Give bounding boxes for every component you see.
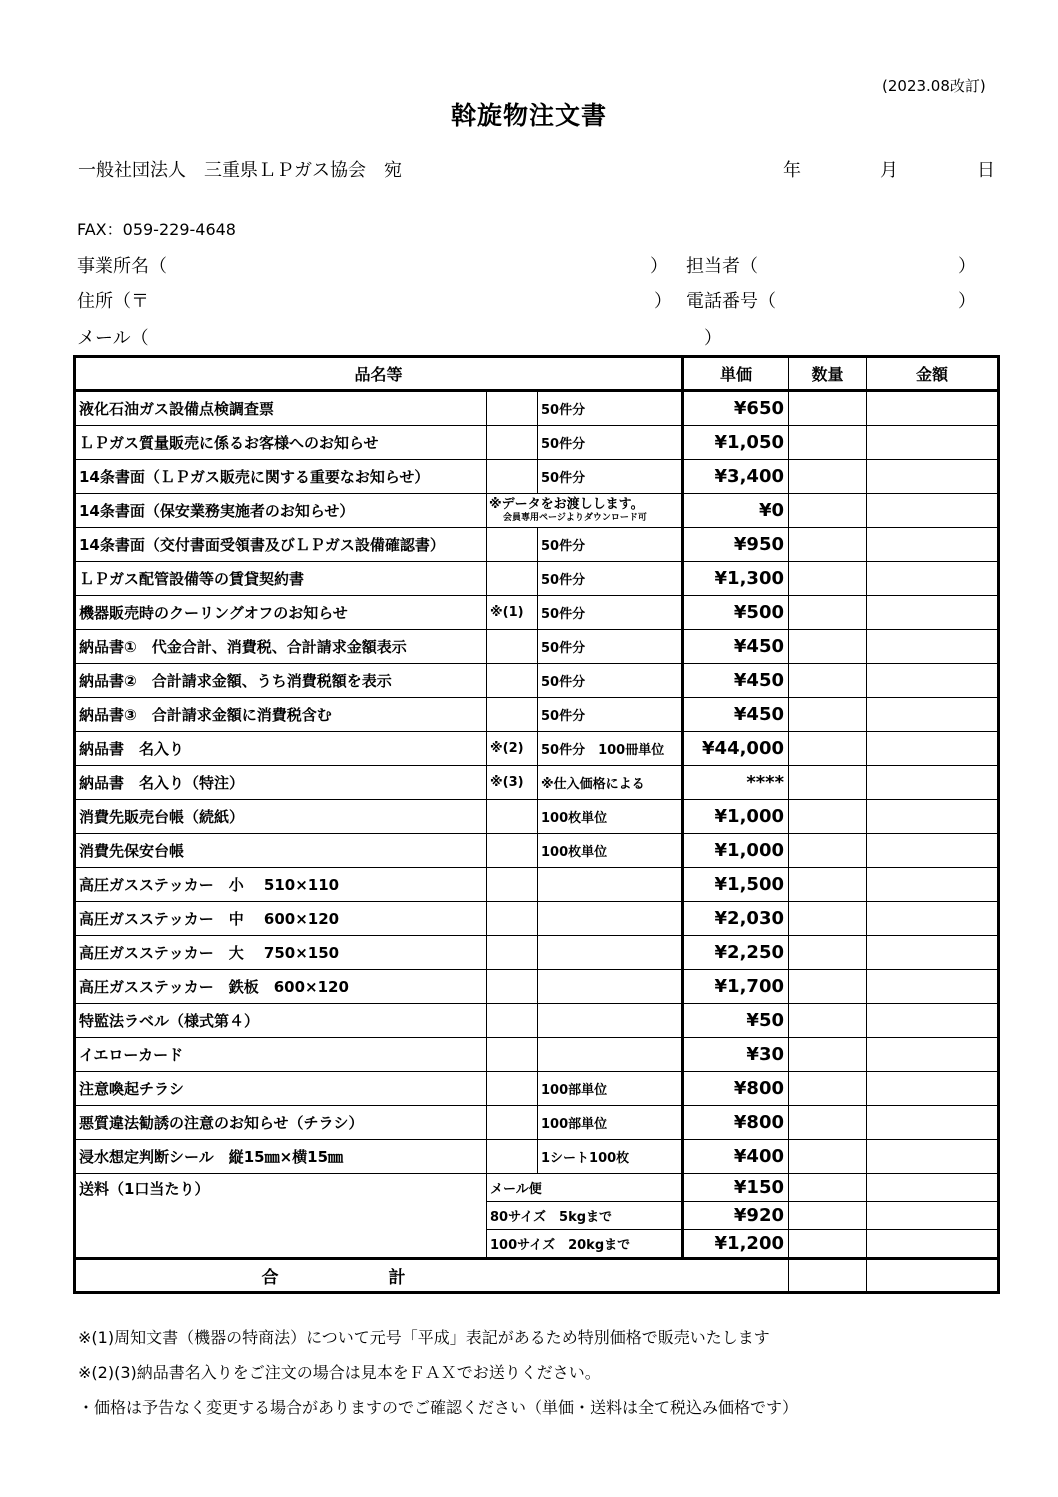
qty-cell[interactable] bbox=[789, 834, 867, 868]
qty-cell[interactable] bbox=[789, 732, 867, 766]
amount-cell[interactable] bbox=[867, 391, 999, 426]
table-row bbox=[75, 1038, 999, 1072]
person-close: ） bbox=[958, 256, 976, 277]
item-price: ¥800 bbox=[683, 1106, 789, 1140]
item-price: ¥44,000 bbox=[683, 732, 789, 766]
item-note bbox=[487, 460, 538, 494]
qty-cell[interactable] bbox=[789, 494, 867, 528]
col-price-header: 単価 bbox=[683, 357, 789, 391]
shipping-method: 100サイズ 20kgまで bbox=[487, 1230, 683, 1259]
item-note bbox=[487, 698, 538, 732]
item-name: 消費先保安台帳 bbox=[75, 834, 487, 868]
qty-cell[interactable] bbox=[789, 664, 867, 698]
amount-cell[interactable] bbox=[867, 936, 999, 970]
item-price: ¥2,030 bbox=[683, 902, 789, 936]
item-note bbox=[487, 664, 538, 698]
total-qty-cell[interactable] bbox=[789, 1259, 867, 1293]
amount-cell[interactable] bbox=[867, 1106, 999, 1140]
shipping-method: 80サイズ 5kgまで bbox=[487, 1202, 683, 1230]
item-unit bbox=[538, 936, 683, 970]
table-row bbox=[75, 1106, 999, 1140]
item-name: 納品書 名入り bbox=[75, 732, 487, 766]
table-row bbox=[75, 936, 999, 970]
item-name: ＬＰガス配管設備等の賃貸契約書 bbox=[75, 562, 487, 596]
item-price: ¥1,000 bbox=[683, 834, 789, 868]
item-note bbox=[487, 834, 538, 868]
item-name: 14条書面（保安業務実施者のお知らせ） bbox=[75, 494, 487, 528]
item-name: 浸水想定判断シール 縦15㎜×横15㎜ bbox=[75, 1140, 487, 1174]
item-unit: 1シート100枚 bbox=[538, 1140, 683, 1174]
item-unit bbox=[538, 868, 683, 902]
total-row bbox=[75, 1259, 999, 1293]
item-name: 高圧ガスステッカー 小 510×110 bbox=[75, 868, 487, 902]
item-price: ¥450 bbox=[683, 664, 789, 698]
table-row bbox=[75, 834, 999, 868]
qty-cell[interactable] bbox=[789, 1140, 867, 1174]
amount-cell[interactable] bbox=[867, 460, 999, 494]
item-name: 納品書① 代金合計、消費税、合計請求金額表示 bbox=[75, 630, 487, 664]
amount-cell[interactable] bbox=[867, 528, 999, 562]
item-name: ＬＰガス質量販売に係るお客様へのお知らせ bbox=[75, 426, 487, 460]
item-name: イエローカード bbox=[75, 1038, 487, 1072]
item-note bbox=[487, 630, 538, 664]
address-label: 住所（〒 bbox=[77, 291, 149, 312]
item-note bbox=[487, 528, 538, 562]
shipping-method: メール便 bbox=[487, 1174, 683, 1202]
item-note bbox=[487, 1038, 538, 1072]
amount-cell[interactable] bbox=[867, 902, 999, 936]
footer-note-2: ※(2)(3)納品書名入りをご注文の場合は見本をＦＡＸでお送りください。 bbox=[78, 1363, 601, 1382]
item-unit: 100枚単位 bbox=[538, 834, 683, 868]
table-row bbox=[75, 562, 999, 596]
item-note bbox=[487, 970, 538, 1004]
item-price: ¥1,000 bbox=[683, 800, 789, 834]
addressee: 一般社団法人 三重県ＬＰガス協会 宛 bbox=[78, 160, 402, 181]
amount-cell[interactable] bbox=[867, 1174, 999, 1202]
amount-cell[interactable] bbox=[867, 1140, 999, 1174]
qty-cell[interactable] bbox=[789, 800, 867, 834]
office-name-label: 事業所名（ bbox=[77, 256, 167, 277]
amount-cell[interactable] bbox=[867, 596, 999, 630]
table-header-row bbox=[75, 357, 999, 391]
amount-cell[interactable] bbox=[867, 630, 999, 664]
data-download-note bbox=[487, 494, 683, 528]
item-name: 高圧ガスステッカー 鉄板 600×120 bbox=[75, 970, 487, 1004]
item-note bbox=[487, 1004, 538, 1038]
item-unit bbox=[538, 902, 683, 936]
item-note bbox=[487, 868, 538, 902]
qty-cell[interactable] bbox=[789, 698, 867, 732]
item-note bbox=[487, 1072, 538, 1106]
item-note bbox=[487, 391, 538, 426]
amount-cell[interactable] bbox=[867, 766, 999, 800]
table-row bbox=[75, 766, 999, 800]
person-label: 担当者（ bbox=[686, 256, 758, 277]
item-name: 機器販売時のクーリングオフのお知らせ bbox=[75, 596, 487, 630]
item-name: 注意喚起チラシ bbox=[75, 1072, 487, 1106]
table-row bbox=[75, 902, 999, 936]
item-note bbox=[487, 902, 538, 936]
col-item-header: 品名等 bbox=[75, 357, 683, 391]
amount-cell[interactable] bbox=[867, 868, 999, 902]
item-price: ¥2,250 bbox=[683, 936, 789, 970]
item-unit: 50件分 bbox=[538, 528, 683, 562]
item-unit: 50件分 bbox=[538, 664, 683, 698]
item-price: ¥3,400 bbox=[683, 460, 789, 494]
table-row bbox=[75, 970, 999, 1004]
shipping-row bbox=[75, 1174, 999, 1202]
table-row bbox=[75, 1140, 999, 1174]
item-note bbox=[487, 1106, 538, 1140]
table-row bbox=[75, 596, 999, 630]
amount-cell[interactable] bbox=[867, 1230, 999, 1259]
qty-cell[interactable] bbox=[789, 1174, 867, 1202]
item-unit: 100部単位 bbox=[538, 1072, 683, 1106]
item-note bbox=[487, 936, 538, 970]
table-row bbox=[75, 460, 999, 494]
table-row bbox=[75, 800, 999, 834]
item-unit: 50件分 bbox=[538, 596, 683, 630]
item-unit bbox=[538, 1004, 683, 1038]
item-name: 特監法ラベル（様式第４） bbox=[75, 1004, 487, 1038]
item-price: ¥50 bbox=[683, 1004, 789, 1038]
fax-number: FAX：059-229-4648 bbox=[77, 220, 236, 239]
item-unit: ※仕入価格による bbox=[538, 766, 683, 800]
item-note bbox=[487, 426, 538, 460]
amount-cell[interactable] bbox=[867, 1202, 999, 1230]
qty-cell[interactable] bbox=[789, 630, 867, 664]
amount-cell[interactable] bbox=[867, 1038, 999, 1072]
item-unit: 50件分 bbox=[538, 698, 683, 732]
revision-date: (2023.08改訂) bbox=[882, 77, 986, 95]
item-price: ¥800 bbox=[683, 1072, 789, 1106]
item-price: **** bbox=[683, 766, 789, 800]
amount-cell[interactable] bbox=[867, 970, 999, 1004]
table-row bbox=[75, 426, 999, 460]
item-note: ※(3) bbox=[487, 766, 538, 800]
item-unit: 100部単位 bbox=[538, 1106, 683, 1140]
item-unit bbox=[538, 970, 683, 1004]
total-amount-cell[interactable] bbox=[867, 1259, 999, 1293]
date-day-label: 日 bbox=[977, 160, 995, 181]
item-name: 14条書面（ＬＰガス販売に関する重要なお知らせ） bbox=[75, 460, 487, 494]
item-price: ¥1,500 bbox=[683, 868, 789, 902]
shipping-label: 送料（1口当たり） bbox=[75, 1174, 487, 1259]
item-price: ¥30 bbox=[683, 1038, 789, 1072]
item-price: ¥450 bbox=[683, 698, 789, 732]
qty-cell[interactable] bbox=[789, 970, 867, 1004]
table-row bbox=[75, 1072, 999, 1106]
table-row bbox=[75, 664, 999, 698]
document-title: 斡旋物注文書 bbox=[450, 101, 607, 130]
qty-cell[interactable] bbox=[789, 1230, 867, 1259]
amount-cell[interactable] bbox=[867, 800, 999, 834]
item-price: ¥1,300 bbox=[683, 562, 789, 596]
qty-cell[interactable] bbox=[789, 391, 867, 426]
qty-cell[interactable] bbox=[789, 1038, 867, 1072]
address-close: ） bbox=[654, 291, 672, 312]
table-row bbox=[75, 630, 999, 664]
date-month-label: 月 bbox=[880, 160, 898, 181]
shipping-price: ¥150 bbox=[683, 1174, 789, 1202]
item-note: ※(1) bbox=[487, 596, 538, 630]
item-unit: 50件分 bbox=[538, 562, 683, 596]
item-price: ¥450 bbox=[683, 630, 789, 664]
item-note: ※(2) bbox=[487, 732, 538, 766]
qty-cell[interactable] bbox=[789, 936, 867, 970]
date-year-label: 年 bbox=[783, 160, 801, 181]
item-unit: 50件分 bbox=[538, 630, 683, 664]
shipping-price: ¥920 bbox=[683, 1202, 789, 1230]
col-amount-header: 金額 bbox=[867, 357, 999, 391]
item-name: 高圧ガスステッカー 中 600×120 bbox=[75, 902, 487, 936]
item-unit: 50件分 bbox=[538, 391, 683, 426]
amount-cell[interactable] bbox=[867, 1072, 999, 1106]
item-unit bbox=[538, 1038, 683, 1072]
amount-cell[interactable] bbox=[867, 834, 999, 868]
amount-cell[interactable] bbox=[867, 1004, 999, 1038]
item-note bbox=[487, 1140, 538, 1174]
item-name: 悪質違法勧誘の注意のお知らせ（チラシ） bbox=[75, 1106, 487, 1140]
amount-cell[interactable] bbox=[867, 664, 999, 698]
table-row bbox=[75, 391, 999, 426]
table-row bbox=[75, 528, 999, 562]
qty-cell[interactable] bbox=[789, 1004, 867, 1038]
amount-cell[interactable] bbox=[867, 426, 999, 460]
table-row bbox=[75, 494, 999, 528]
data-msg-line1: ※データをお渡しします。 bbox=[489, 497, 644, 512]
footer-note-3: ・価格は予告なく変更する場合がありますのでご確認ください（単価・送料は全て税込み価格です） bbox=[78, 1398, 799, 1417]
item-unit: 50件分 100冊単位 bbox=[538, 732, 683, 766]
table-row bbox=[75, 698, 999, 732]
table-row bbox=[75, 732, 999, 766]
phone-label: 電話番号（ bbox=[686, 291, 776, 312]
item-name: 納品書③ 合計請求金額に消費税含む bbox=[75, 698, 487, 732]
amount-cell[interactable] bbox=[867, 698, 999, 732]
office-name-close: ） bbox=[650, 256, 668, 277]
qty-cell[interactable] bbox=[789, 1106, 867, 1140]
amount-cell[interactable] bbox=[867, 732, 999, 766]
item-price: ¥0 bbox=[683, 494, 789, 528]
total-label-2: 計 bbox=[388, 1268, 406, 1288]
item-name: 液化石油ガス設備点検調査票 bbox=[75, 391, 487, 426]
qty-cell[interactable] bbox=[789, 596, 867, 630]
mail-close: ） bbox=[704, 328, 722, 349]
item-name: 納品書 名入り（特注） bbox=[75, 766, 487, 800]
footer-note-1: ※(1)周知文書（機器の特商法）について元号「平成」表記があるため特別価格で販売いたします bbox=[78, 1328, 770, 1347]
data-msg-line2: 会員専用ページよりダウンロード可 bbox=[503, 513, 647, 523]
qty-cell[interactable] bbox=[789, 562, 867, 596]
item-price: ¥1,700 bbox=[683, 970, 789, 1004]
qty-cell[interactable] bbox=[789, 528, 867, 562]
item-price: ¥400 bbox=[683, 1140, 789, 1174]
qty-cell[interactable] bbox=[789, 1072, 867, 1106]
qty-cell[interactable] bbox=[789, 1202, 867, 1230]
phone-close: ） bbox=[958, 291, 976, 312]
item-note bbox=[487, 800, 538, 834]
item-unit: 100枚単位 bbox=[538, 800, 683, 834]
total-label bbox=[75, 1259, 789, 1293]
item-unit: 50件分 bbox=[538, 460, 683, 494]
item-price: ¥650 bbox=[683, 391, 789, 426]
qty-cell[interactable] bbox=[789, 426, 867, 460]
qty-cell[interactable] bbox=[789, 868, 867, 902]
amount-cell[interactable] bbox=[867, 494, 999, 528]
item-price: ¥500 bbox=[683, 596, 789, 630]
item-name: 納品書② 合計請求金額、うち消費税額を表示 bbox=[75, 664, 487, 698]
item-name: 消費先販売台帳（続紙） bbox=[75, 800, 487, 834]
item-price: ¥1,050 bbox=[683, 426, 789, 460]
col-qty-header: 数量 bbox=[789, 357, 867, 391]
item-name: 14条書面（交付書面受領書及びＬＰガス設備確認書） bbox=[75, 528, 487, 562]
qty-cell[interactable] bbox=[789, 460, 867, 494]
total-label-1: 合 bbox=[261, 1268, 279, 1288]
item-note bbox=[487, 562, 538, 596]
qty-cell[interactable] bbox=[789, 902, 867, 936]
shipping-price: ¥1,200 bbox=[683, 1230, 789, 1259]
amount-cell[interactable] bbox=[867, 562, 999, 596]
item-unit: 50件分 bbox=[538, 426, 683, 460]
table-row bbox=[75, 1004, 999, 1038]
item-price: ¥950 bbox=[683, 528, 789, 562]
order-table bbox=[73, 355, 1000, 1294]
mail-label: メール（ bbox=[77, 328, 149, 349]
qty-cell[interactable] bbox=[789, 766, 867, 800]
item-name: 高圧ガスステッカー 大 750×150 bbox=[75, 936, 487, 970]
table-row bbox=[75, 868, 999, 902]
